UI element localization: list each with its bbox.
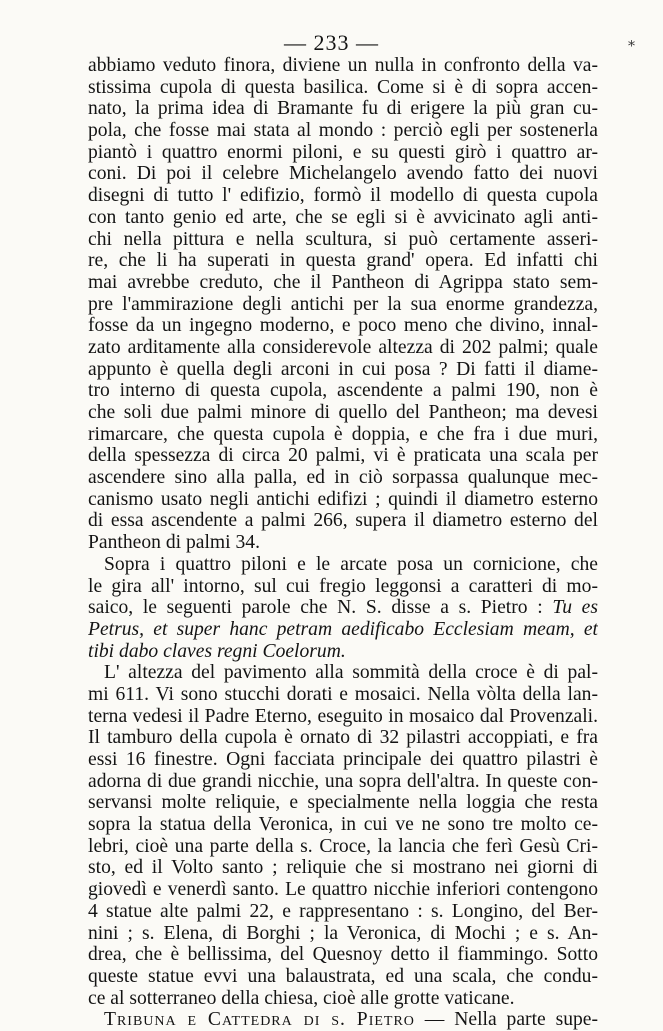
- text-line: Il tamburo della cupola è ornato di 32 pilastri accoppiati, e fra: [88, 727, 598, 749]
- text-line: abbiamo veduto finora, diviene un nulla in confronto della va-: [88, 55, 598, 76]
- text-line: le gira all' intorno, sul cui fregio leggonsi a caratteri di mo-: [88, 575, 598, 597]
- latin-quote-line: Petrus, et super hanc petram aedificabo Ecclesiam meam, et: [88, 618, 598, 640]
- text-line: tro interno di questa cupola, ascendente a palmi 190, non è: [88, 380, 598, 402]
- latin-quote-line: tibi dabo claves regni Coelorum.: [88, 640, 346, 662]
- text-line: piantò i quattro enormi piloni, e su questi girò i quattro ar-: [88, 141, 598, 163]
- text-line: mai avrebbe creduto, che il Pantheon di Agrippa stato sem-: [88, 271, 598, 293]
- text-line: stissima cupola di questa basilica. Come si è di sopra accen-: [88, 76, 598, 98]
- section-heading: Tribuna e Cattedra di s. Pietro: [104, 1009, 415, 1031]
- text-line: appunto è quella degli arconi in cui posa ? Di fatti il diame-: [88, 358, 598, 380]
- body-text: [88, 55, 598, 1031]
- text-line: giovedì e venerdì santo. Le quattro nicchie inferiori contengono: [88, 879, 598, 901]
- text-line: pola, che fosse mai stata al mondo : perciò egli per sostenerla: [88, 120, 598, 142]
- text-line: con tanto genio ed arte, che se egli si è avvicinato agli anti-: [88, 206, 598, 228]
- text-line: zato arditamente alla considerevole altezza di 202 palmi; quale: [88, 336, 598, 358]
- text-line: fosse da un ingegno moderno, e poco meno che divino, innal-: [88, 315, 598, 337]
- text-line: ascendere sino alla palla, ed in ciò sorpassa qualunque mec-: [88, 467, 598, 489]
- text-line: drea, che è bellissima, del Quesnoy detto il fiammingo. Sotto: [88, 944, 598, 966]
- text-line: rimarcare, che questa cupola è doppia, e che fra i due muri,: [88, 423, 598, 445]
- text-line: pre l'ammirazione degli antichi per la sua enorme grandezza,: [88, 293, 598, 315]
- text-line: L' altezza del pavimento alla sommità della croce è di pal-: [104, 662, 598, 684]
- text-line: che soli due palmi minore di quello del Pantheon; ma devesi: [88, 402, 598, 423]
- text-line: Pantheon di palmi 34.: [88, 532, 260, 554]
- text-line: chi nella pittura e nella scultura, si può certamente asseri-: [88, 228, 598, 250]
- text-line: di essa ascendente a palmi 266, supera il diametro esterno del: [88, 510, 598, 532]
- text-line: re, che li ha superati in questa grand' opera. Ed infatti chi: [88, 250, 598, 272]
- text-line: adorna di due grandi nicchie, una sopra dell'altra. In queste con-: [88, 770, 598, 792]
- text-line: terna vedesi il Padre Eterno, eseguito in mosaico dal Provenzali.: [88, 705, 598, 727]
- section-heading-line: [88, 1009, 598, 1031]
- text-line: della spessezza di circa 20 palmi, vi è praticata una scala per: [88, 445, 598, 467]
- text-line: canismo usato negli antichi edifizi ; quindi il diametro esterno: [88, 488, 598, 510]
- text-line: nini ; s. Elena, di Borghi ; la Veronica, di Mochi ; e s. An-: [88, 922, 598, 944]
- latin-quote: Tu es: [552, 597, 598, 619]
- text-line: Sopra i quattro piloni e le arcate posa un cornicione, che: [104, 553, 598, 575]
- text-line: sto, ed il Volto santo ; reliquie che si mostrano nei giorni di: [88, 857, 598, 879]
- text-line: queste statue evvi una balaustrata, ed una scala, che condu-: [88, 965, 598, 987]
- text-line: sopra la statua della Veronica, in cui ve ne sono tre molto ce-: [88, 814, 598, 836]
- text-line: ce al sotterraneo della chiesa, cioè alle grotte vaticane.: [88, 987, 515, 1009]
- text-fragment: saico, le seguenti parole che N. S. disse a s. Pietro :: [88, 597, 543, 619]
- text-line: essi 16 finestre. Ogni facciata principale dei quattro pilastri è: [88, 749, 598, 770]
- page-number: — 233 —: [284, 30, 379, 55]
- text-line: disegni di tutto l' edifizio, formò il modello di questa cupola: [88, 185, 598, 207]
- text-line: nato, la prima idea di Bramante fu di erigere la più gran cu-: [88, 98, 598, 120]
- text-line: lebri, cioè una parte della s. Croce, la lancia che ferì Gesù Cri-: [88, 835, 598, 857]
- text-fragment: — Nella parte supe-: [424, 1009, 598, 1031]
- corner-mark: ⁎: [628, 35, 635, 50]
- text-line: coni. Di poi il celebre Michelangelo avendo fatto dei nuovi: [88, 163, 598, 185]
- text-line: 4 statue alte palmi 22, e rappresentano : s. Longino, del Ber-: [88, 900, 598, 922]
- text-line: mi 611. Vi sono stucchi dorati e mosaici. Nella vòlta della lan-: [88, 683, 598, 705]
- text-line: [88, 597, 598, 619]
- text-line: servansi molte reliquie, e specialmente nella loggia che resta: [88, 792, 598, 814]
